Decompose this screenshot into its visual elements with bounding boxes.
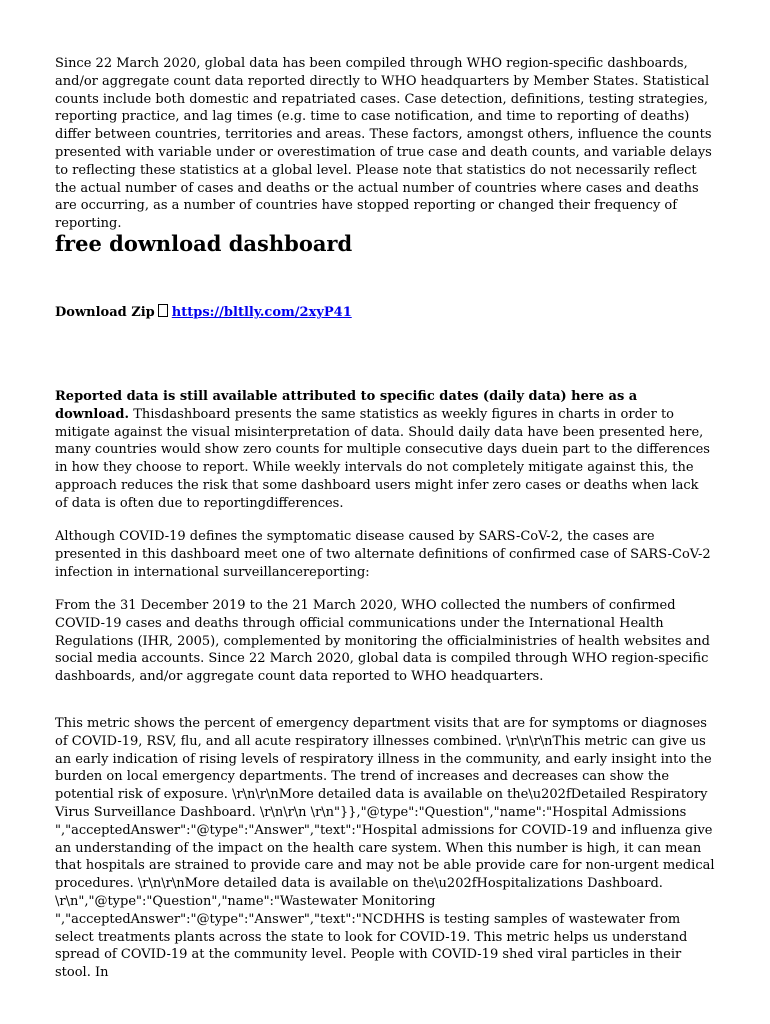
download-label: Download Zip <box>55 305 155 320</box>
daily-data-paragraph <box>55 388 715 513</box>
daily-data-body: Thisdashboard presents the same statistics as weekly figures in charts in order to mitigate against the visual misinterpretation of data. Should daily data have been presented here, many countries would show zero counts for multiple consecutive days duein part to the differences in how they choose to report. While weekly intervals do not completely mitigate against this, the approach reduces the risk that some dashboard users might infer zero cases or deaths when lack of data is often due to reportingdifferences. <box>55 406 710 511</box>
intro-paragraph: Since 22 March 2020, global data has been compiled through WHO region-specific dashboards, and/or aggregate count data reported directly to WHO headquarters by Member States. Statistical counts include both domestic and repatriated cases. Case detection, definitions, testing strategies, reporting practice, and lag times (e.g. time to case notification, and time to reporting of deaths) differ between countries, territories and areas. These factors, amongst others, influence the counts presented with variable under or overestimation of true case and death counts, and variable delays to reflecting these statistics at a global level. Please note that statistics do not necessarily reflect the actual number of cases and deaths or the actual number of countries where cases and deaths are occurring, as a number of countries have stopped reporting or changed their frequency of reporting. <box>55 56 712 232</box>
collection-paragraph: From the 31 December 2019 to the 21 March 2020, WHO collected the numbers of confirmed COVID-19 cases and deaths through official communications under the International Health Regulations (IHR, 2005), complemented by monitoring the officialministries of health websites and social media accounts. Since 22 March 2020, global data is compiled through WHO region-specific dashboards, and/or aggregate count data reported to WHO headquarters. <box>55 598 710 685</box>
daily-data-lead: Reported data is still available attributed to specific dates (daily data) here as a download. <box>55 389 638 422</box>
missing-glyph-icon <box>158 304 168 317</box>
download-line <box>55 304 352 322</box>
metric-paragraph: This metric shows the percent of emergency department visits that are for symptoms or diagnoses of COVID-19, RSV, flu, and all acute respiratory illnesses combined. \r\n\r\nThis metric can give us an early indication of rising levels of respiratory illness in the community, and early insight into the burden on local emergency departments. The trend of increases and decreases can show the potential risk of exposure. \r\n\r\nMore detailed data is available on the\u202fDetailed Respiratory Virus Surveillance Dashboard. \r\n\r\n \r\n"}},"@type":"Question","name":"Hospital Admissions ","acceptedAnswer":"@type":"Answer","text":"Hospital admissions for COVID-19 and influenza give an understanding of the impact on the health care system. When this number is high, it can mean that hospitals are strained to provide care and may not be able provide care for non-urgent medical procedures. \r\n\r\nMore detailed data is available on the\u202fHospitalizations Dashboard. \r\n","@type":"Question","name":"Wastewater Monitoring ","acceptedAnswer":"@type":"Answer","text":"NCDHHS is testing samples of wastewater from select treatments plants across the state to look for COVID-19. This metric helps us understand spread of COVID-19 at the community level. People with COVID-19 shed viral particles in their stool. In <box>55 716 715 981</box>
definitions-paragraph: Although COVID-19 defines the symptomatic disease caused by SARS-CoV-2, the cases are presented in this dashboard meet one of two alternate definitions of confirmed case of SARS-CoV-2 infection in international surveillancereporting: <box>55 529 711 580</box>
download-link[interactable]: https://bltlly.com/2xyP41 <box>171 305 352 320</box>
page-heading: free download dashboard <box>55 231 353 256</box>
